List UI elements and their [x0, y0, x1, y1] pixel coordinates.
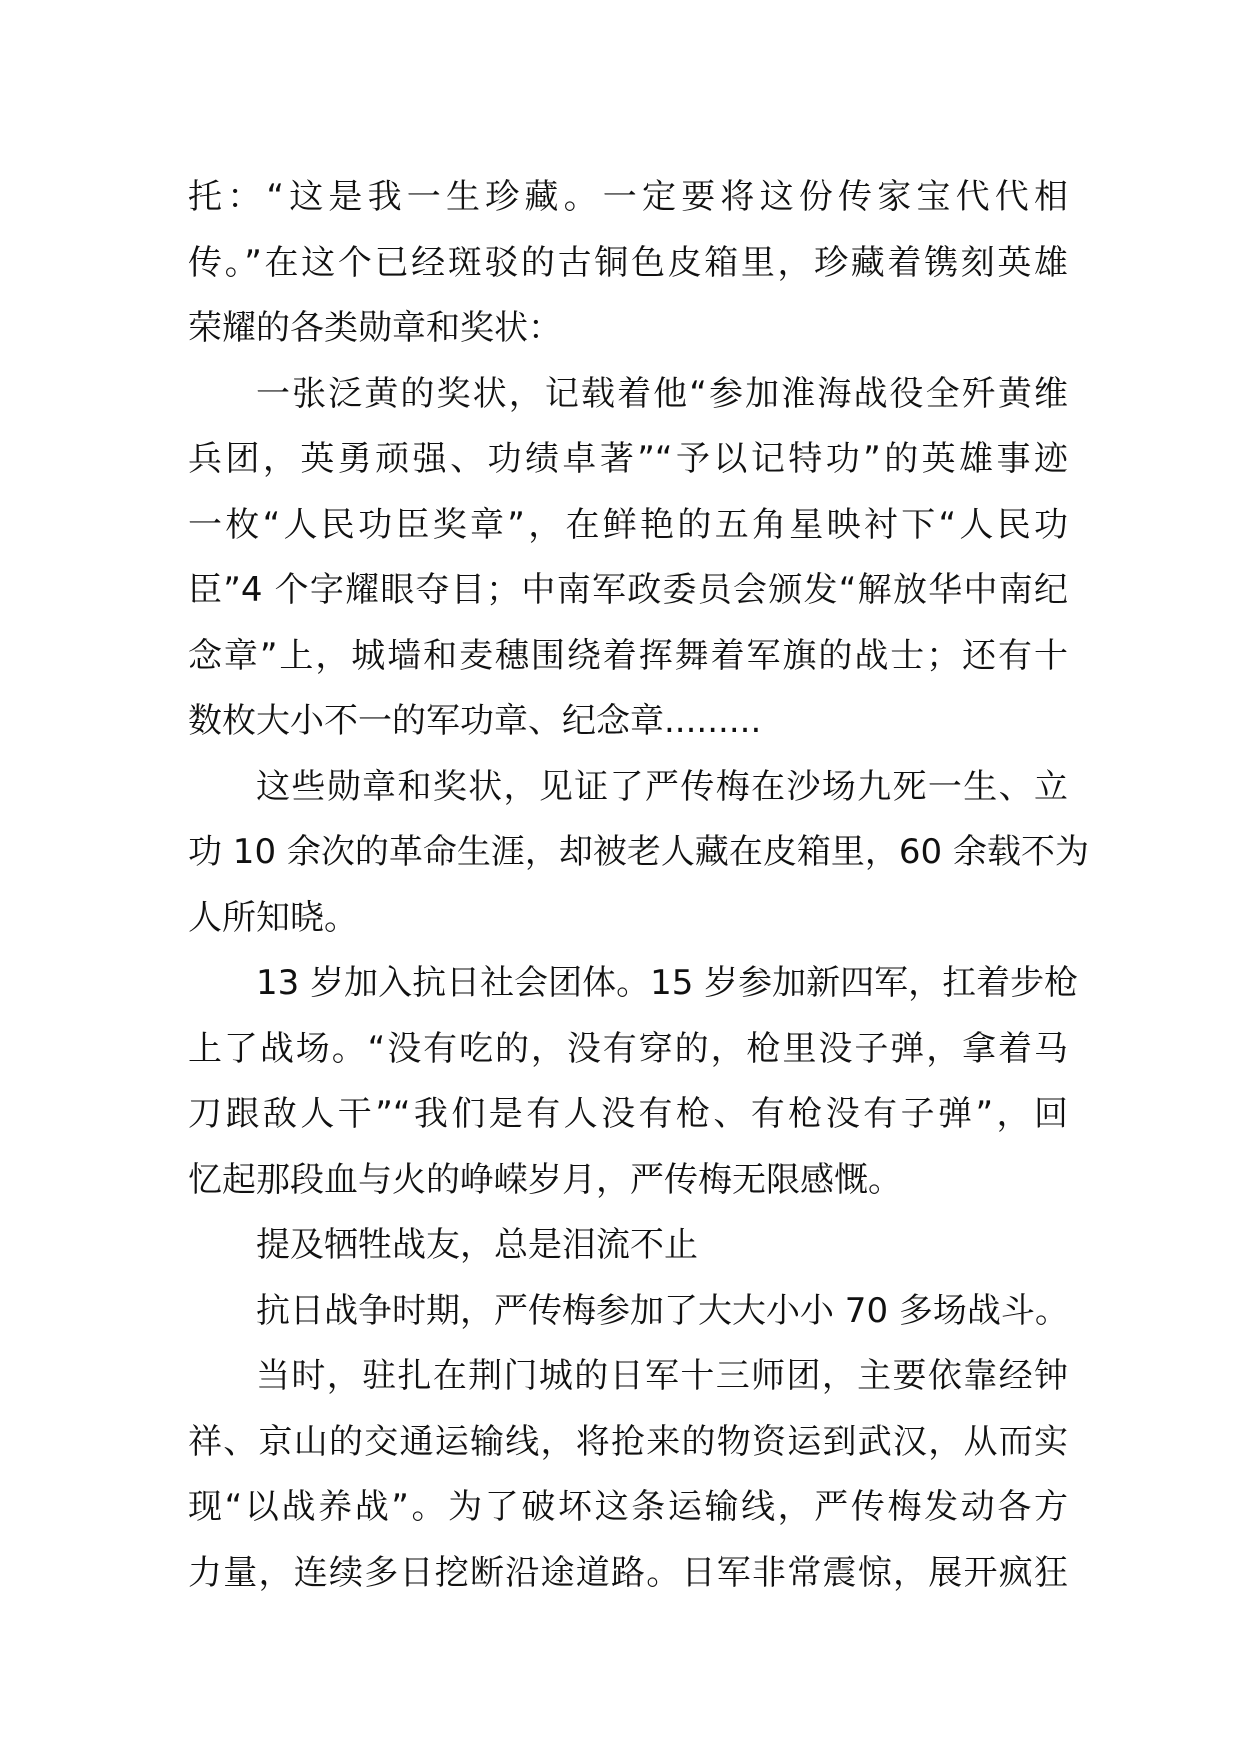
body-text — [188, 165, 1089, 1606]
paragraph-start-line: 这些勋章和奖状，见证了严传梅在沙场九死一生、立 — [256, 766, 1068, 807]
paragraph-start-line: 一张泛黄的奖状，记载着他“参加淮海战役全歼黄维 — [256, 373, 1068, 414]
section-heading: 提及牺牲战友，总是泪流不止 — [256, 1225, 698, 1265]
text-line: 传。”在这个已经斑驳的古铜色皮箱里，珍藏着镌刻英雄 — [188, 242, 1068, 283]
text-line: 臣”4 个字耀眼夺目；中南军政委员会颁发“解放华中南纪 — [188, 570, 1068, 610]
text-line: 上了战场。“没有吃的，没有穿的，枪里没子弹，拿着马 — [188, 1028, 1068, 1069]
text-line: 数枚大小不一的军功章、纪念章......... — [188, 701, 762, 741]
paragraph-start-line: 抗日战争时期，严传梅参加了大大小小 70 多场战斗。 — [256, 1290, 1069, 1331]
text-line: 兵团，英勇顽强、功绩卓著”“予以记特功”的英雄事迹 — [188, 439, 1068, 479]
text-line: 祥、京山的交通运输线，将抢来的物资运到武汉，从而实 — [188, 1421, 1068, 1462]
text-line: 荣耀的各类勋章和奖状： — [188, 308, 562, 348]
text-line: 力量，连续多日挖断沿途道路。日军非常震惊，展开疯狂 — [188, 1552, 1068, 1593]
paragraph-start-line: 当时，驻扎在荆门城的日军十三师团，主要依靠经钟 — [256, 1356, 1068, 1396]
text-line: 念章”上，城墙和麦穗围绕着挥舞着军旗的战士；还有十 — [188, 635, 1068, 676]
text-line: 功 10 余次的革命生涯，却被老人藏在皮箱里，60 余载不为 — [188, 832, 1089, 872]
text-line: 一枚“人民功臣奖章”，在鲜艳的五角星映衬下“人民功 — [188, 504, 1068, 545]
text-line: 忆起那段血与火的峥嵘岁月，严传梅无限感慨。 — [188, 1159, 902, 1200]
text-line: 托：“这是我一生珍藏。一定要将这份传家宝代代相 — [188, 177, 1068, 217]
paragraph-start-line: 13 岁加入抗日社会团体。15 岁参加新四军，扛着步枪 — [256, 963, 1079, 1003]
text-line: 现“以战养战”。为了破坏这条运输线，严传梅发动各方 — [188, 1487, 1068, 1527]
text-line: 刀跟敌人干”“我们是有人没有枪、有枪没有子弹”，回 — [188, 1094, 1068, 1134]
text-line: 人所知晓。 — [188, 897, 358, 938]
